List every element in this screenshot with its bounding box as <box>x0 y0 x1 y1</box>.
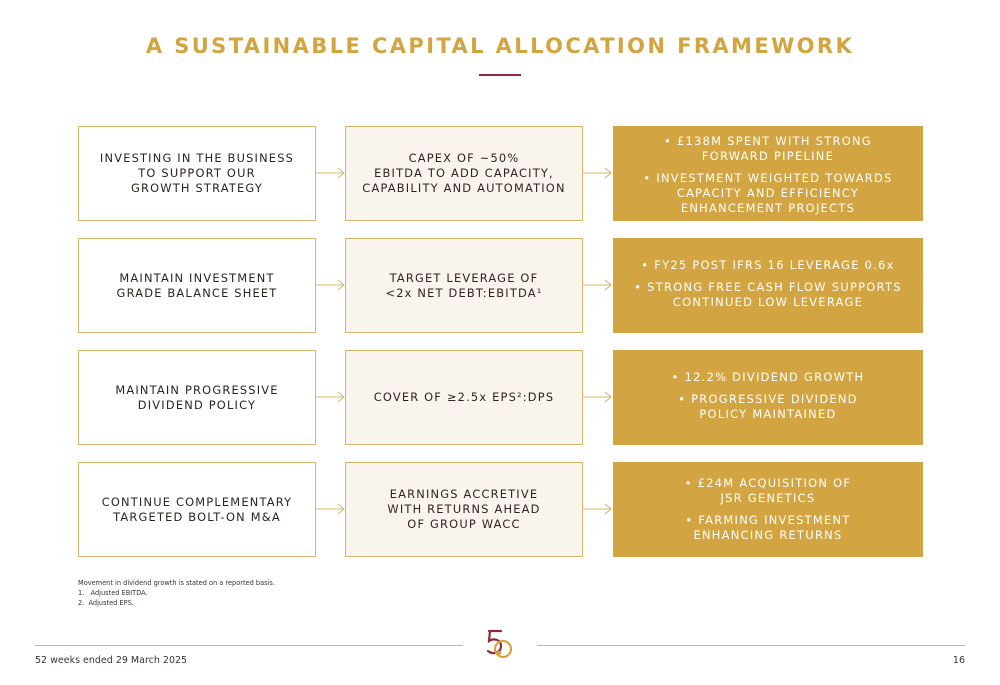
arrow-right-icon <box>316 503 346 515</box>
framework-row <box>0 126 1000 223</box>
footnote: 1. Adjusted EBITDA. <box>78 589 148 597</box>
outcome-bullet: • PROGRESSIVE DIVIDEND POLICY MAINTAINED <box>678 392 858 421</box>
target-box: COVER OF ≥2.5x EPS²:DPS <box>345 350 583 445</box>
pillar-box: INVESTING IN THE BUSINESS TO SUPPORT OUR GROWTH STRATEGY <box>78 126 316 221</box>
framework-row <box>0 350 1000 447</box>
pillar-box: CONTINUE COMPLEMENTARY TARGETED BOLT-ON M&A <box>78 462 316 557</box>
outcome-box <box>613 238 923 333</box>
page-number: 16 <box>952 655 965 666</box>
outcome-box <box>613 126 923 221</box>
outcome-bullet: • INVESTMENT WEIGHTED TOWARDS CAPACITY AND EFFICIENCY ENHANCEMENT PROJECTS <box>643 171 893 215</box>
framework-row <box>0 462 1000 559</box>
footer-divider <box>537 645 965 646</box>
anniversary-50-logo <box>479 627 519 663</box>
arrow-right-icon <box>316 279 346 291</box>
arrow-right-icon <box>583 167 613 179</box>
outcome-bullet: • STRONG FREE CASH FLOW SUPPORTS CONTINUED LOW LEVERAGE <box>634 280 902 309</box>
footnotes <box>78 578 275 608</box>
outcome-bullet: • £138M SPENT WITH STRONG FORWARD PIPELINE <box>664 134 872 163</box>
arrow-right-icon <box>316 167 346 179</box>
pillar-box: MAINTAIN INVESTMENT GRADE BALANCE SHEET <box>78 238 316 333</box>
footnote: Movement in dividend growth is stated on a reported basis. <box>78 579 275 587</box>
reporting-period: 52 weeks ended 29 March 2025 <box>35 655 188 666</box>
outcome-bullet: • FARMING INVESTMENT ENHANCING RETURNS <box>685 513 851 542</box>
outcome-bullet: • FY25 POST IFRS 16 LEVERAGE 0.6x <box>641 258 895 272</box>
target-box: TARGET LEVERAGE OF <2x NET DEBT:EBITDA¹ <box>345 238 583 333</box>
title-underline <box>479 74 521 76</box>
target-box: EARNINGS ACCRETIVE WITH RETURNS AHEAD OF GROUP WACC <box>345 462 583 557</box>
outcome-bullet: • £24M ACQUISITION OF JSR GENETICS <box>684 476 852 505</box>
arrow-right-icon <box>583 391 613 403</box>
framework-row <box>0 238 1000 335</box>
target-box: CAPEX OF ~50% EBITDA TO ADD CAPACITY, CAPABILITY AND AUTOMATION <box>345 126 583 221</box>
footer-divider <box>35 645 463 646</box>
arrow-right-icon <box>316 391 346 403</box>
page-title: A SUSTAINABLE CAPITAL ALLOCATION FRAMEWORK <box>145 34 855 58</box>
outcome-box <box>613 350 923 445</box>
outcome-box <box>613 462 923 557</box>
outcome-bullet: • 12.2% DIVIDEND GROWTH <box>671 370 865 384</box>
arrow-right-icon <box>583 503 613 515</box>
footnote: 2. Adjusted EPS. <box>78 599 134 607</box>
pillar-box: MAINTAIN PROGRESSIVE DIVIDEND POLICY <box>78 350 316 445</box>
arrow-right-icon <box>583 279 613 291</box>
